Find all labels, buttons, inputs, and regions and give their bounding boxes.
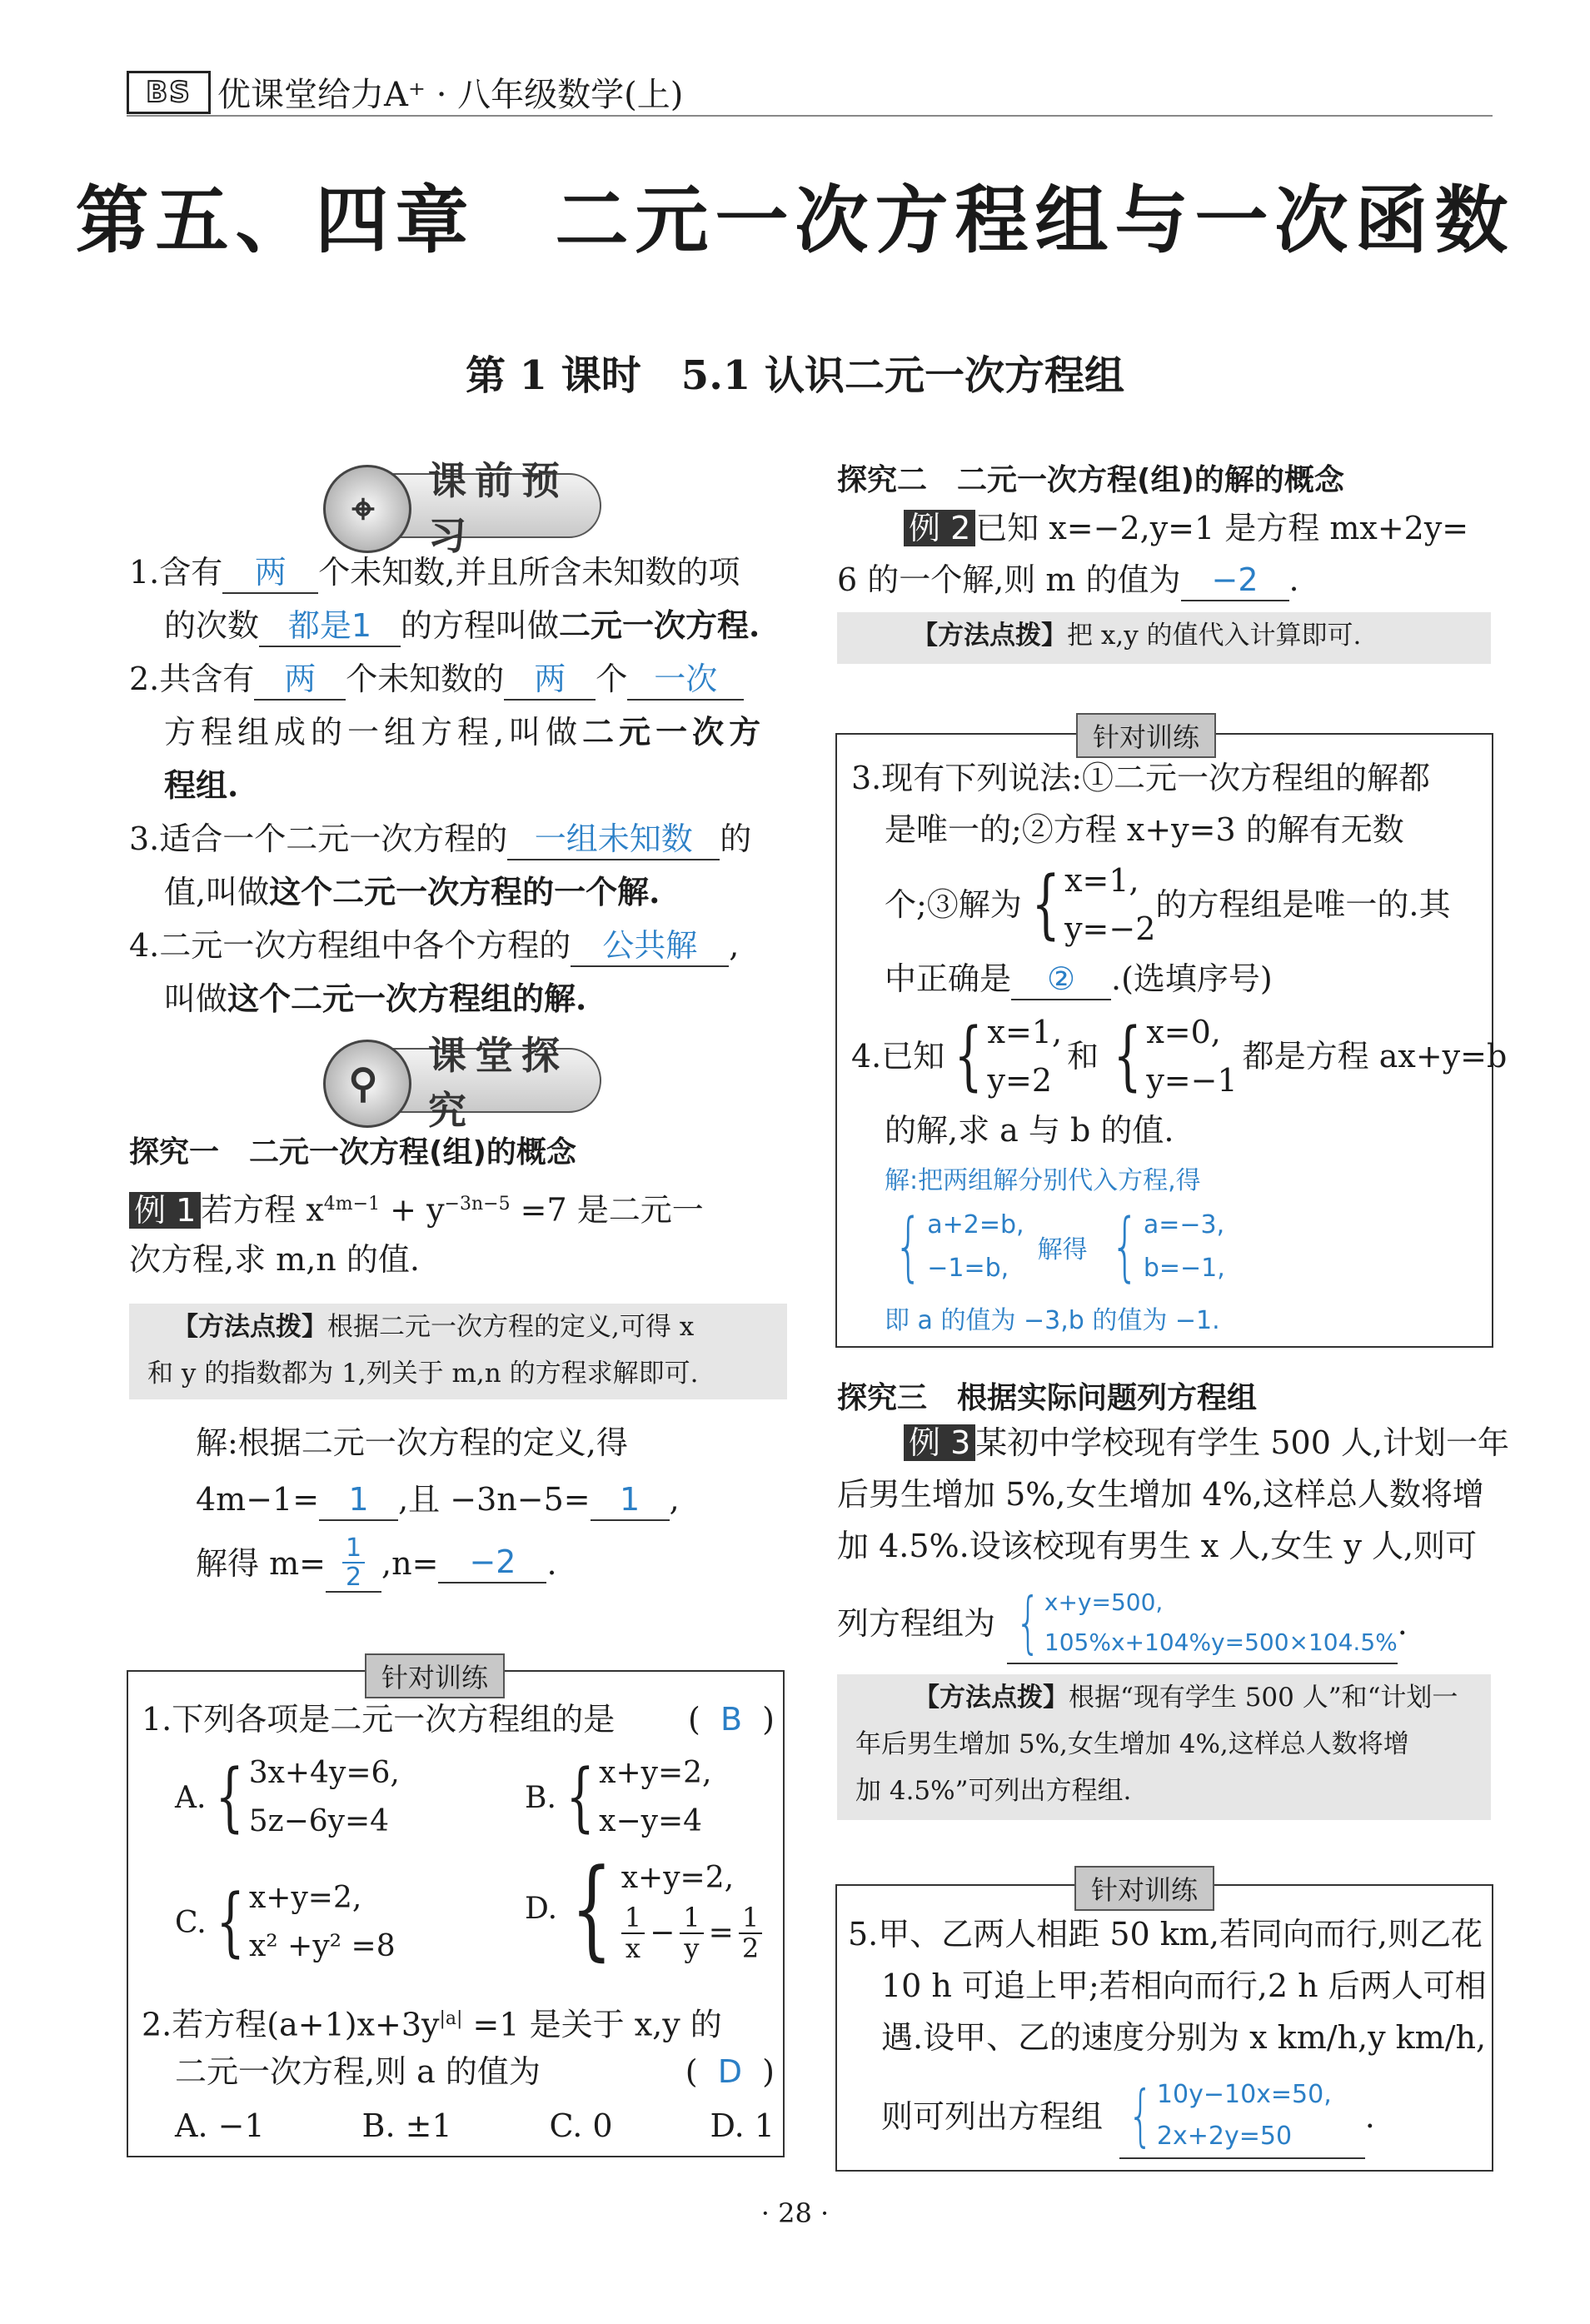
option-b: B. { x+y=2, x−y=4 <box>525 1753 712 1841</box>
q4-cont: 的解,求 a 与 b 的值. <box>885 1112 1174 1149</box>
answer-blank: 公共解 <box>571 927 729 967</box>
lesson-title: 第 1 课时 5.1 认识二元一次方程组 <box>465 352 1125 399</box>
answer-blank: ② <box>1011 960 1111 1000</box>
preview-item-2: 2.共含有 两 个未知数的 两 个 一次 <box>129 652 795 706</box>
method-tip-1: 【方法点拨】根据二元一次方程的定义,可得 x 和 y 的指数都为 1,列关于 m,n 的方程求解即可. <box>129 1304 787 1399</box>
solution-1-line2: 4m−1= 1 ,且 −3n−5= 1 , <box>196 1473 680 1526</box>
example-2-cont: 6 的一个解,则 m 的值为 −2 . <box>837 553 1299 606</box>
preview-item-1: 1.含有 两 个未知数,并且所含未知数的项 <box>129 546 795 599</box>
magnifier-icon: ⚲ <box>323 1040 411 1128</box>
preview-item-3: 3.适合一个二元一次方程的 一组未知数 的 <box>129 812 795 865</box>
preview-item-4-cont: 叫做这个二元一次方程组的解. <box>164 980 587 1017</box>
q5-cont: 10 h 可追上甲;若相向而行,2 h 后两人可相 <box>881 1967 1487 2004</box>
training-box-1-title: 针对训练 <box>365 1653 505 1698</box>
section-explore-2: 探究二 二元一次方程(组)的解的概念 <box>837 463 1344 497</box>
answer-blank: 1 <box>591 1481 670 1521</box>
example-3-cont: 后男生增加 5%,女生增加 4%,这样总人数将增 <box>837 1476 1484 1513</box>
answer-blank: 两 <box>254 661 346 701</box>
training-box-2-title: 针对训练 <box>1076 713 1216 758</box>
chapter-title: 第五、四章 二元一次方程组与一次函数 <box>75 177 1515 263</box>
answer-blank: 都是1 <box>259 607 401 647</box>
section-explore-3: 探究三 根据实际问题列方程组 <box>837 1381 1258 1415</box>
method-tip-2: 【方法点拨】把 x,y 的值代入计算即可. <box>837 612 1491 664</box>
q5-cont2: 遇.设甲、乙的速度分别为 x km/h,y km/h, <box>881 2019 1487 2056</box>
answer-blank: 两 <box>504 661 596 701</box>
method-tip-3: 【方法点拨】根据“现有学生 500 人”和“计划一 年后男生增加 5%,女生增加 4%,这样总人数将增 加 4.5%”可列出方程组. <box>837 1674 1491 1820</box>
option-a: A. { 3x+4y=6, 5z−6y=4 <box>175 1753 400 1841</box>
example-3: 例 3 某初中学校现有学生 500 人,计划一年 <box>904 1416 1509 1469</box>
q3-cont: 是唯一的;②方程 x+y=3 的解有无数 <box>885 811 1404 848</box>
example-1-cont: 次方程,求 m,n 的值. <box>129 1241 420 1278</box>
answer-blank: 1 <box>319 1481 398 1521</box>
answer-blank: 一组未知数 <box>507 820 720 860</box>
example-tag: 例 2 <box>904 510 975 546</box>
preview-item-3-cont: 值,叫做这个二元一次方程的一个解. <box>164 873 660 910</box>
answer-blank: 一次 <box>627 661 744 701</box>
bs-logo: BS <box>127 71 211 114</box>
option-c: C. { x+y=2, x² +y² =8 <box>175 1878 396 1966</box>
q3: 3.现有下列说法:①二元一次方程组的解都 <box>851 760 1431 796</box>
example-tag: 例 1 <box>129 1192 201 1229</box>
page-number: · 28 · <box>760 2197 830 2229</box>
preview-banner-label: 课前预习 <box>428 458 568 558</box>
example-2: 例 2 已知 x=−2,y=1 是方程 mx+2y= <box>904 501 1468 555</box>
preview-item-1-cont: 的次数 都是1 的方程叫做二元一次方程. <box>129 599 795 652</box>
q3-cont2: 个;③解为 { x=1, y=−2 的方程组是唯一的.其 <box>885 860 1451 948</box>
q2-choices: A. −1 B. ±1 C. 0 D. 1 <box>175 2107 775 2144</box>
answer-blank: −2 <box>1181 561 1289 601</box>
q2-answer: D <box>717 2053 743 2090</box>
example-tag: 例 3 <box>904 1424 975 1461</box>
preview-item-2-cont2: 程组. <box>164 766 239 804</box>
q3-cont3: 中正确是 ② .(选填序号) <box>885 952 1273 1005</box>
location-pin-icon: ⌖ <box>323 465 411 553</box>
q5: 5.甲、乙两人相距 50 km,若同向而行,则乙花 <box>848 1916 1483 1952</box>
q1-answer: B <box>720 1701 743 1738</box>
preview-item-2-cont: 方程组成的一组方程,叫做二元一次方 <box>164 713 766 751</box>
preview-item-4: 4.二元一次方程组中各个方程的 公共解 , <box>129 919 795 972</box>
explore-banner-label: 课堂探究 <box>428 1033 568 1133</box>
solution-1-line1: 解:根据二元一次方程的定义,得 <box>196 1424 628 1461</box>
q4-solution-line1: 解:把两组解分别代入方程,得 <box>885 1166 1201 1195</box>
q4-solution-line3: 即 a 的值为 −3,b 的值为 −1. <box>885 1306 1220 1335</box>
page-header <box>127 68 683 116</box>
section-explore-1: 探究一 二元一次方程(组)的概念 <box>129 1135 576 1169</box>
explore-banner <box>326 1033 601 1133</box>
answer-blank: −2 <box>438 1544 546 1583</box>
header-rule <box>127 115 1493 117</box>
q1: 1.下列各项是二元一次方程组的是 ( B ) <box>142 1701 775 1738</box>
answer-fraction: $\frac{1}{2}$ <box>326 1534 381 1593</box>
solution-1-line3: 解得 m= $\frac{1}{2}$ ,n= −2 . <box>196 1534 557 1592</box>
q2-cont: 二元一次方程,则 a 的值为 ( D ) <box>175 2053 775 2090</box>
q4-solution-system: { a+2=b, −1=b, 解得 { a=−3, b=−1, <box>894 1203 1225 1290</box>
example-3-cont2: 加 4.5%.设该校现有男生 x 人,女生 y 人,则可 <box>837 1528 1478 1564</box>
training-box-3-title: 针对训练 <box>1074 1866 1214 1911</box>
option-d: D. { x+y=2, $\frac{1}{x}$ − $\frac{1}{y}$ = $\frac{1}{2}$ <box>525 1853 762 1963</box>
example-1: 例 1 若方程 $x^{4m-1} + y^{-3n-5} =7$ 是二元一 <box>129 1178 704 1237</box>
preview-banner <box>326 458 601 558</box>
q4: 4.已知 { x=1, y=2 和 { x=0, y=−1 都是方程 ax+y=b <box>851 1012 1508 1100</box>
q2: 2.若方程$(a+1)x+3y^{|a|} =1$ 是关于 x,y 的 <box>142 2006 722 2043</box>
preview-list <box>129 546 795 1025</box>
example-3-cont3: 列方程组为 { x+y=500, 105%x+104%y=500×104.5% . <box>837 1583 1408 1664</box>
answer-blank: 两 <box>222 554 318 594</box>
header-text: 优课堂给力A⁺ · 八年级数学(上) <box>217 76 684 114</box>
q5-cont3: 则可列出方程组 { 10y−10x=50, 2x+2y=50 . <box>881 2074 1375 2159</box>
